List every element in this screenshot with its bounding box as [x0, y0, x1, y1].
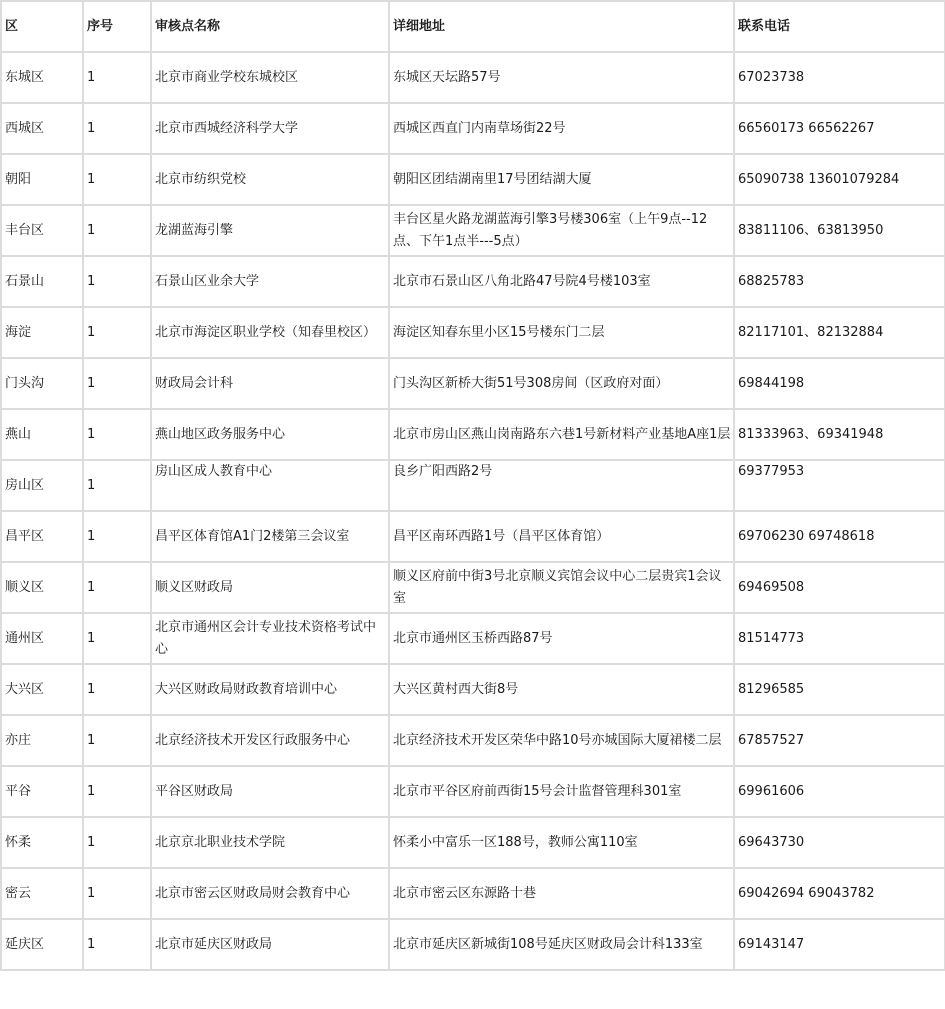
- cell-address: 顺义区府前中街3号北京顺义宾馆会议中心二层贵宾1会议室: [389, 562, 734, 613]
- table-row: [1, 307, 945, 358]
- cell-address: 北京经济技术开发区荣华中路10号亦城国际大厦裙楼二层: [389, 715, 734, 766]
- header-name: 审核点名称: [151, 1, 389, 52]
- cell-district: 大兴区: [1, 664, 83, 715]
- cell-district: 门头沟: [1, 358, 83, 409]
- cell-phone: 65090738 13601079284: [734, 154, 945, 205]
- cell-phone: 81333963、69341948: [734, 409, 945, 460]
- cell-phone: 69706230 69748618: [734, 511, 945, 562]
- cell-seq: 1: [83, 766, 151, 817]
- cell-address: 昌平区南环西路1号（昌平区体育馆）: [389, 511, 734, 562]
- cell-district: 平谷: [1, 766, 83, 817]
- cell-name: 大兴区财政局财政教育培训中心: [151, 664, 389, 715]
- table-row: [1, 715, 945, 766]
- cell-seq: 1: [83, 409, 151, 460]
- table-row: [1, 511, 945, 562]
- cell-seq: 1: [83, 358, 151, 409]
- cell-address: 朝阳区团结湖南里17号团结湖大厦: [389, 154, 734, 205]
- cell-name: 北京市西城经济科学大学: [151, 103, 389, 154]
- cell-name: 北京市纺织党校: [151, 154, 389, 205]
- cell-seq: 1: [83, 307, 151, 358]
- cell-seq: 1: [83, 868, 151, 919]
- cell-district: 延庆区: [1, 919, 83, 970]
- cell-address: 丰台区星火路龙湖蓝海引擎3号楼306室（上午9点--12点、下午1点半---5点）: [389, 205, 734, 256]
- cell-address: 北京市延庆区新城街108号延庆区财政局会计科133室: [389, 919, 734, 970]
- cell-name: 平谷区财政局: [151, 766, 389, 817]
- cell-name: 北京市海淀区职业学校（知春里校区）: [151, 307, 389, 358]
- table-row: [1, 205, 945, 256]
- cell-name: 房山区成人教育中心: [151, 460, 389, 511]
- cell-district: 石景山: [1, 256, 83, 307]
- cell-phone: 81296585: [734, 664, 945, 715]
- table-row: [1, 613, 945, 664]
- cell-seq: 1: [83, 52, 151, 103]
- cell-phone: 69377953: [734, 460, 945, 511]
- cell-seq: 1: [83, 154, 151, 205]
- cell-seq: 1: [83, 460, 151, 511]
- cell-district: 昌平区: [1, 511, 83, 562]
- cell-phone: 83811106、63813950: [734, 205, 945, 256]
- cell-seq: 1: [83, 511, 151, 562]
- cell-district: 密云: [1, 868, 83, 919]
- cell-seq: 1: [83, 715, 151, 766]
- cell-district: 亦庄: [1, 715, 83, 766]
- cell-name: 燕山地区政务服务中心: [151, 409, 389, 460]
- cell-name: 北京经济技术开发区行政服务中心: [151, 715, 389, 766]
- cell-phone: 69143147: [734, 919, 945, 970]
- cell-address: 良乡广阳西路2号: [389, 460, 734, 511]
- cell-name: 北京市延庆区财政局: [151, 919, 389, 970]
- header-phone: 联系电话: [734, 1, 945, 52]
- table-row: [1, 664, 945, 715]
- cell-address: 北京市密云区东源路十巷: [389, 868, 734, 919]
- cell-seq: 1: [83, 817, 151, 868]
- cell-phone: 82117101、82132884: [734, 307, 945, 358]
- cell-phone: 69469508: [734, 562, 945, 613]
- cell-district: 房山区: [1, 460, 83, 511]
- table-row: [1, 766, 945, 817]
- cell-phone: 67857527: [734, 715, 945, 766]
- cell-seq: 1: [83, 562, 151, 613]
- table-row: [1, 154, 945, 205]
- cell-seq: 1: [83, 664, 151, 715]
- table-row: [1, 256, 945, 307]
- cell-district: 丰台区: [1, 205, 83, 256]
- cell-seq: 1: [83, 919, 151, 970]
- cell-phone: 67023738: [734, 52, 945, 103]
- cell-address: 北京市房山区燕山岗南路东六巷1号新材料产业基地A座1层: [389, 409, 734, 460]
- cell-address: 门头沟区新桥大街51号308房间（区政府对面）: [389, 358, 734, 409]
- table-row: [1, 919, 945, 970]
- cell-name: 北京京北职业技术学院: [151, 817, 389, 868]
- header-seq: 序号: [83, 1, 151, 52]
- cell-address: 怀柔小中富乐一区188号，教师公寓110室: [389, 817, 734, 868]
- cell-address: 北京市通州区玉桥西路87号: [389, 613, 734, 664]
- cell-district: 通州区: [1, 613, 83, 664]
- cell-name: 北京市密云区财政局财会教育中心: [151, 868, 389, 919]
- table-header-row: [1, 1, 945, 52]
- table-row: [1, 409, 945, 460]
- cell-phone: 69844198: [734, 358, 945, 409]
- cell-seq: 1: [83, 256, 151, 307]
- table-row: [1, 358, 945, 409]
- cell-phone: 81514773: [734, 613, 945, 664]
- cell-phone: 66560173 66562267: [734, 103, 945, 154]
- cell-address: 北京市平谷区府前西街15号会计监督管理科301室: [389, 766, 734, 817]
- cell-seq: 1: [83, 103, 151, 154]
- header-address: 详细地址: [389, 1, 734, 52]
- table-row: [1, 817, 945, 868]
- cell-district: 海淀: [1, 307, 83, 358]
- cell-phone: 69961606: [734, 766, 945, 817]
- cell-address: 西城区西直门内南草场街22号: [389, 103, 734, 154]
- cell-name: 财政局会计科: [151, 358, 389, 409]
- cell-address: 海淀区知春东里小区15号楼东门二层: [389, 307, 734, 358]
- table-row: [1, 460, 945, 511]
- cell-name: 北京市通州区会计专业技术资格考试中心: [151, 613, 389, 664]
- cell-seq: 1: [83, 205, 151, 256]
- cell-name: 顺义区财政局: [151, 562, 389, 613]
- cell-name: 龙湖蓝海引擎: [151, 205, 389, 256]
- cell-name: 石景山区业余大学: [151, 256, 389, 307]
- cell-address: 北京市石景山区八角北路47号院4号楼103室: [389, 256, 734, 307]
- cell-name: 北京市商业学校东城校区: [151, 52, 389, 103]
- table-row: [1, 562, 945, 613]
- table-row: [1, 103, 945, 154]
- cell-phone: 69042694 69043782: [734, 868, 945, 919]
- cell-phone: 68825783: [734, 256, 945, 307]
- cell-seq: 1: [83, 613, 151, 664]
- table-row: [1, 868, 945, 919]
- cell-address: 大兴区黄村西大街8号: [389, 664, 734, 715]
- cell-district: 顺义区: [1, 562, 83, 613]
- cell-district: 朝阳: [1, 154, 83, 205]
- cell-district: 怀柔: [1, 817, 83, 868]
- table-row: [1, 52, 945, 103]
- header-district: 区: [1, 1, 83, 52]
- cell-address: 东城区天坛路57号: [389, 52, 734, 103]
- cell-district: 燕山: [1, 409, 83, 460]
- cell-name: 昌平区体育馆A1门2楼第三会议室: [151, 511, 389, 562]
- cell-district: 西城区: [1, 103, 83, 154]
- cell-phone: 69643730: [734, 817, 945, 868]
- cell-district: 东城区: [1, 52, 83, 103]
